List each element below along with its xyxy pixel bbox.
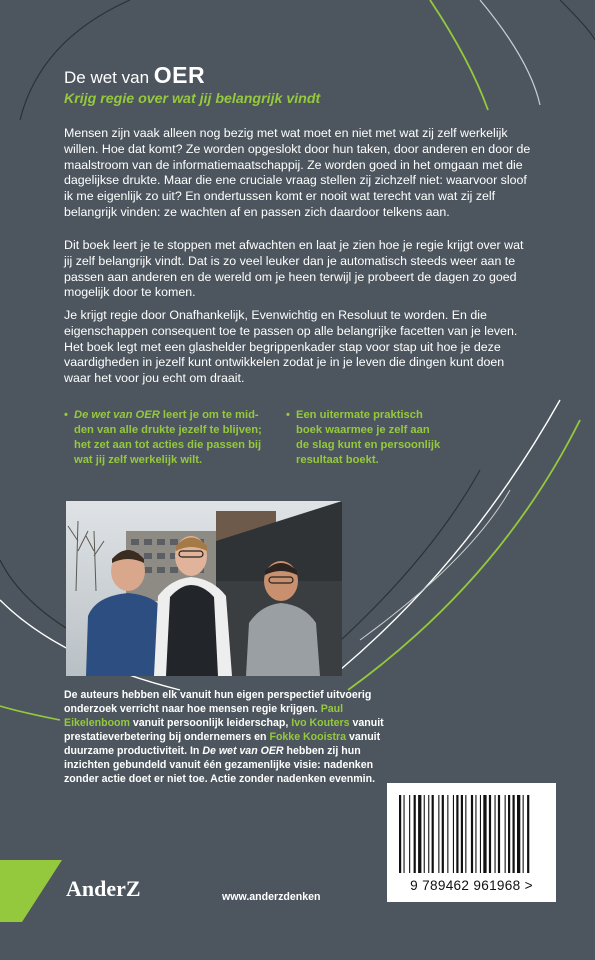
bio-book-title: De wet van OER xyxy=(202,745,284,757)
barcode-bar xyxy=(471,795,473,873)
barcode-bar xyxy=(527,795,529,873)
barcode-bar xyxy=(424,795,425,873)
green-accent-shape xyxy=(0,860,70,922)
barcode-bar xyxy=(442,795,444,873)
barcode-bar xyxy=(505,795,506,873)
bullet-2-text: boek waarmee je zelf aan xyxy=(296,424,430,436)
barcode-bar xyxy=(461,795,463,873)
barcode-bar xyxy=(489,795,491,873)
author-name-ivo: Ivo Kouters xyxy=(291,717,350,729)
book-subtitle: Krijg regie over wat jij belangrijk vindt xyxy=(64,91,321,107)
barcode-bar xyxy=(517,795,520,873)
authors-photo xyxy=(66,501,342,676)
barcode-bar xyxy=(480,795,481,873)
bullet-1-text: wat jij zelf werkelijk wilt. xyxy=(74,454,203,466)
isbn-number: 9 789462 961968 > xyxy=(410,878,533,893)
barcode-bar xyxy=(523,795,524,873)
title-prefix: De wet van xyxy=(64,68,150,87)
bullet-2-text: de slag kunt en persoonlijk xyxy=(296,439,441,451)
barcode-bar xyxy=(438,795,439,873)
barcode-bar xyxy=(399,795,401,873)
barcode-bar xyxy=(409,795,410,873)
barcode-bar xyxy=(483,795,486,873)
bullet-item-2 xyxy=(286,408,466,468)
bullet-1-text: leert je om te mid- xyxy=(159,409,259,421)
barcode-bar xyxy=(432,795,434,873)
barcode-bar xyxy=(508,795,510,873)
bio-intro: De auteurs hebben elk vanuit hun eigen perspectief uitvoerig onderzoek verricht naar hoe mensen regie krijgen. xyxy=(64,689,372,715)
bio-text: vanuit duurzame productiviteit. In xyxy=(64,731,381,757)
barcode-bar xyxy=(453,795,454,873)
barcode-bar xyxy=(475,795,476,873)
barcode-bar xyxy=(465,795,466,873)
bullet-2-text: Een uitermate praktisch xyxy=(296,409,423,421)
authors-bio xyxy=(64,688,384,786)
barcode-bar xyxy=(418,795,421,873)
barcode-bar xyxy=(495,795,496,873)
bullet-marker: • xyxy=(286,409,290,421)
bullet-marker: • xyxy=(64,409,68,421)
blurb-paragraph-1: Mensen zijn vaak alleen nog bezig met wat moet en niet met wat zij zelf werkelijk willen. Hoe dat komt? Ze worden opgeslokt door hun taken, door anderen en door de maalstroom van de informatiemaatschappij. Ze worden goed in het omgaan met die dagelijkse drukte. Maar die ene cruciale vraag stellen zij zichzelf niet: waarvoor sloof ik me eigenlijk zo uit? En ondertussen komt er nooit wat terecht van wat zij zelf belangrijk vinden: ze wachten af en passen zich daardoor telkens aan. xyxy=(64,126,531,219)
bullet-1-text: den van alle drukte jezelf te blijven; xyxy=(74,424,262,436)
book-title xyxy=(64,62,205,89)
bullet-2-text: resultaat boekt. xyxy=(296,454,379,466)
barcode-bar xyxy=(414,795,416,873)
barcode-bar xyxy=(498,795,500,873)
bullet-1-text: het zet aan tot acties die passen bij xyxy=(74,439,262,451)
barcode-bar xyxy=(404,795,405,873)
barcode-bars xyxy=(387,783,556,878)
author-name-paul: Paul Eikelenboom xyxy=(64,703,344,729)
title-main: OER xyxy=(153,62,206,88)
publisher-logo: AnderZ xyxy=(66,876,141,901)
bullet-item-1 xyxy=(64,408,274,468)
author-name-fokke: Fokke Kooistra xyxy=(269,731,346,743)
barcode-bar xyxy=(447,795,448,873)
barcode-bar xyxy=(456,795,458,873)
barcode-bar xyxy=(428,795,429,873)
bio-text: hebben zij hun inzichten gebundeld vanuit één gezamenlijke visie: nadenken zonder actie doet er niet toe. Actie zonder nadenken evenmin. xyxy=(64,745,376,785)
barcode-bar xyxy=(513,795,515,873)
blurb-paragraph-2: Dit boek leert je te stoppen met afwachten en laat je zien hoe je regie krijgt over wat jij zelf belangrijk vindt. Dat is zo veel leuker dan je automatisch steeds weer aan te passen aan anderen en de wereld om je heen terwijl je probeert de dagen zo goed mogelijk door te komen. xyxy=(64,238,524,300)
bullet-1-book-title: De wet van OER xyxy=(74,409,160,421)
publisher-website: www.anderzdenken xyxy=(222,891,321,903)
barcode xyxy=(387,783,556,902)
bio-text: vanuit persoonlijk leiderschap, xyxy=(129,717,292,729)
bio-text: vanuit prestatieverbetering bij ondernemers en xyxy=(64,717,384,743)
blurb-paragraph-3: Je krijgt regie door Onafhankelijk, Evenwichtig en Resoluut te worden. En die eigenschappen consequent toe te passen op alle belangrijke facetten van je leven. Het boek legt met een glashelder begrippenkader stap voor stap uit hoe je deze vaardigheden in jezelf kunt ontwikkelen zodat je in je leven die dingen kunt doen waar het voor jou echt om draait. xyxy=(64,308,518,386)
